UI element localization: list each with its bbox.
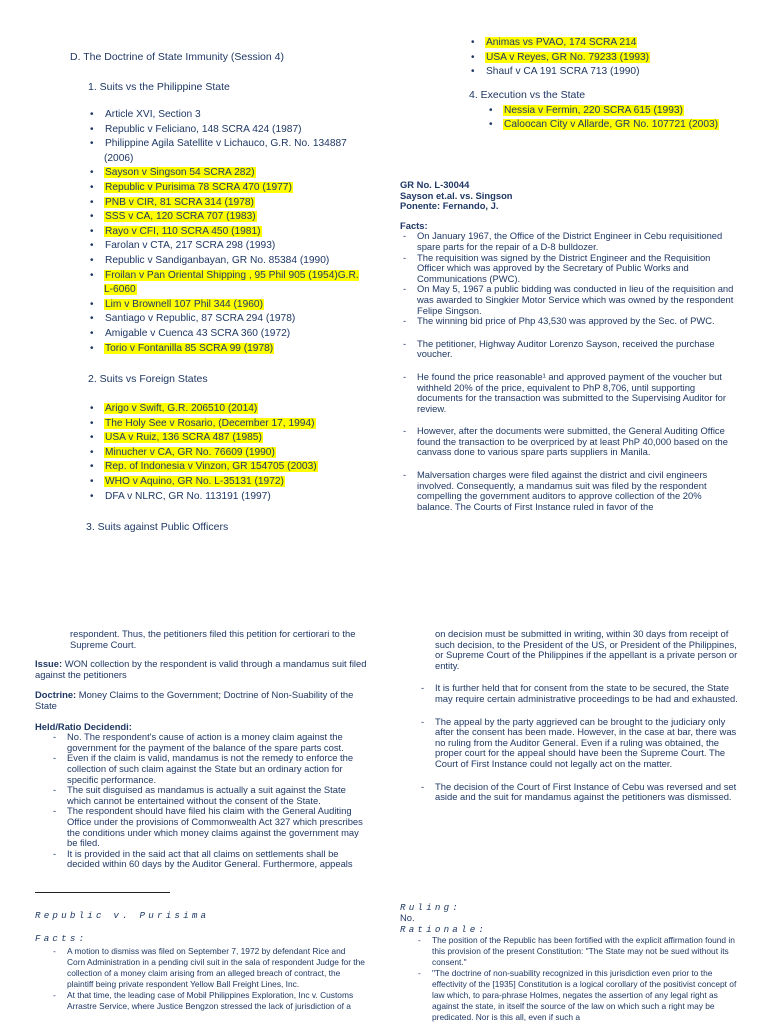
case-item-text: USA v Ruiz, 136 SCRA 487 (1985) xyxy=(105,432,262,444)
held-item: - The respondent should have filed his claim with the General Auditing Office under the provisions of Commonwealth Act 327 which prescribes the conditions under which money claims against the government may be filed. xyxy=(50,806,370,848)
ruling-text: No. xyxy=(400,912,415,923)
right-column-page2 xyxy=(418,629,738,803)
case-item xyxy=(467,65,755,80)
held-cont-item: - The decision of the Court of First Instance of Cebu was reversed and set aside and the suit for mandamus against the petitioners was dismissed. xyxy=(418,782,738,803)
rationale-item: - The position of the Republic has been fortified with the explicit affirmation found in this provision of the present Constitution: "The State may not be sued without its consent." xyxy=(415,935,740,968)
held-item: - Even if the claim is valid, mandamus is not the remedy to enforce the collection of such claim against the State but an ordinary action for specific performance. xyxy=(50,753,370,785)
case-item-text: DFA v NLRC, GR No. 113191 (1997) xyxy=(105,490,271,502)
subsection-suits-vs-foreign-states: 2. Suits vs Foreign States xyxy=(88,373,208,386)
facts-list xyxy=(400,231,735,326)
case-item-text: Article XVI, Section 3 xyxy=(105,109,201,120)
case-item xyxy=(86,239,370,254)
subsection-suits-vs-philippine-state: 1. Suits vs the Philippine State xyxy=(88,81,230,93)
fact-item: - The requisition was signed by the District Engineer and the Requisition Officer which was approved by the Secretary of Public Works and Communications (PWC). xyxy=(400,253,735,285)
purisima-title: Republic v. Purisima xyxy=(35,910,210,921)
case-item-text: Nessia v Fermin, 220 SCRA 615 (1993) xyxy=(504,104,683,116)
case-item-text: Minucher v CA, GR No. 76609 (1990) xyxy=(105,446,275,458)
held-list-continued xyxy=(418,683,738,802)
held-item: - It is provided in the said act that all claims on settlements shall be decided within 60 days by the Auditor General. Furthermore, appeals xyxy=(50,849,370,870)
subsection-suits-against-public-officers: 3. Suits against Public Officers xyxy=(86,521,229,534)
case-item xyxy=(86,402,370,417)
case-item xyxy=(485,104,755,119)
case-item xyxy=(86,210,370,225)
facts-list-continued xyxy=(400,339,735,513)
case-item xyxy=(86,446,370,461)
case-item xyxy=(86,312,370,327)
case-item-text: Philippine Agila Satellite v Lichauco, G.R. No. 134887 (2006) xyxy=(104,138,347,164)
case-item-text: USA v Reyes, GR No. 79233 (1993) xyxy=(486,51,650,63)
rationale-label: Rationale: xyxy=(400,923,488,935)
issue-label: Issue: xyxy=(35,658,63,670)
issue-paragraph xyxy=(35,659,370,680)
case-item-text: Sayson v Singson 54 SCRA 282) xyxy=(105,167,255,179)
case-item-text: Arigo v Swift, G.R. 206510 (2014) xyxy=(105,403,258,415)
case-item xyxy=(86,417,370,432)
ponente: Ponente: Fernando, J. xyxy=(400,200,499,212)
case-item xyxy=(86,490,370,505)
case-item xyxy=(86,298,370,313)
case-item xyxy=(86,460,370,475)
case-item-text: Santiago v Republic, 87 SCRA 294 (1978) xyxy=(105,313,296,325)
held-label: Held/Ratio Decidendi: xyxy=(35,720,132,732)
fact-item: - The winning bid price of Php 43,530 was approved by the Sec. of PWC. xyxy=(400,316,735,327)
case-item xyxy=(86,196,370,211)
case-number: GR No. L-30044 xyxy=(400,179,470,190)
ruling-label: Ruling: xyxy=(400,902,461,913)
case-item-text: The Holy See v Rosario, (December 17, 1994) xyxy=(105,417,315,429)
case-item-text: SSS v CA, 120 SCRA 707 (1983) xyxy=(105,211,256,223)
case-item-text: Froilan v Pan Oriental Shipping , 95 Phil 905 (1954)G.R. L-6060 xyxy=(104,269,359,296)
purisima-facts-list xyxy=(35,946,365,1012)
left-column-page2 xyxy=(35,629,370,870)
fact-item: - He found the price reasonable¹ and approved payment of the voucher but withheld 20% of the price, equivalent to PhP 8,706, until supporting documents for the transaction was submitted to the Supervising Auditor for review. xyxy=(400,372,735,414)
document-page-2 xyxy=(0,612,768,1024)
purisima-fact-item: - A motion to dismiss was filed on September 7, 1972 by defendant Rice and Corn Administration in a pending civil suit in the sala of respondent Judge for the collection of a money claim arising from an alleged breach of contract, the plaintiff being private respondent Yellow Ball Freight Lines, Inc. xyxy=(50,946,365,990)
case-item xyxy=(485,118,755,133)
case-item xyxy=(86,254,370,269)
case-item xyxy=(467,51,755,66)
fact-item: - On May 5, 1967 a public bidding was conducted in lieu of the requisition and was awarded to Singkier Motor Service which was owned by the respondent Felipe Singson. xyxy=(400,284,735,316)
case-item xyxy=(86,342,370,357)
continued-text: respondent. Thus, the petitioners filed this petition for certiorari to the Supreme Court. xyxy=(70,628,356,650)
case-item-text: Rayo v CFI, 110 SCRA 450 (1981) xyxy=(105,225,261,237)
purisima-facts-label: Facts: xyxy=(35,933,88,944)
held-list xyxy=(35,732,370,870)
right-top-list xyxy=(455,36,755,133)
purisima-digest xyxy=(35,910,365,1012)
left-column xyxy=(70,50,370,534)
doctrine-label: Doctrine: xyxy=(35,689,77,701)
case-item-text: Torio v Fontanilla 85 SCRA 99 (1978) xyxy=(105,342,274,354)
case-item-text: Farolan v CTA, 217 SCRA 298 (1993) xyxy=(105,240,276,252)
case-list-foreign-states xyxy=(70,402,370,504)
held-cont-item: - The appeal by the party aggrieved can be brought to the judiciary only after the consent has been made. However, in the case at bar, there was no ruling from the Auditor General. Even if a ruling was obtained, the proper court for the appeal should have been the Supreme Court. The Court of First Instance could not legally act on the matter. xyxy=(418,717,738,770)
case-item xyxy=(86,431,370,446)
case-digest-sayson xyxy=(400,180,735,512)
case-item xyxy=(86,475,370,490)
held-item: - No. The respondent's cause of action is a money claim against the government for the payment of the balance of the spare parts cost. xyxy=(50,732,370,753)
case-item-text: Animas vs PVAO, 174 SCRA 214 xyxy=(486,37,637,48)
case-item xyxy=(86,137,370,166)
subsection-execution-vs-state: 4. Execution vs the State xyxy=(469,88,586,101)
case-item xyxy=(86,269,370,298)
footnote-rule xyxy=(35,892,170,893)
case-item-text: Republic v Purisima 78 SCRA 470 (1977) xyxy=(105,181,292,193)
rationale-list xyxy=(400,935,740,1023)
facts-label: Facts: xyxy=(400,219,428,231)
fact-item: - Malversation charges were filed against the district and civil engineers involved. Consequently, a mandamus suit was filed by the respondent compelling the government auditors to approve collection of the 20% balance. The Courts of First Instance ruled in favor of the xyxy=(400,470,735,512)
doctrine-paragraph xyxy=(35,690,370,711)
page-gap xyxy=(0,600,768,612)
purisima-fact-item: - At that time, the leading case of Mobil Philippines Exploration, Inc v. Customs Arrastre Service, where Justice Bengzon stressed the lack of jurisdiction of a xyxy=(50,990,365,1012)
fact-item: - However, after the documents were submitted, the General Auditing Office found the transaction to be overpriced by at least PhP 40,000 based on the canvass done to various spare parts suppliers in Manila. xyxy=(400,426,735,458)
case-item xyxy=(86,123,370,138)
case-item xyxy=(86,108,370,123)
held-item: - The suit disguised as mandamus is actually a suit against the State which cannot be entertained without the consent of the State. xyxy=(50,785,370,806)
case-list-public-officers-cont xyxy=(455,36,755,80)
issue-text: WON collection by the respondent is valid through a mandamus suit filed against the petitioners xyxy=(35,658,367,680)
case-item-text: Rep. of Indonesia v Vinzon, GR 154705 (2003) xyxy=(105,461,317,473)
case-item xyxy=(86,181,370,196)
case-title: Sayson et.al. vs. Singson xyxy=(400,189,513,201)
case-item-text: PNB v CIR, 81 SCRA 314 (1978) xyxy=(105,196,254,208)
case-item-text: Lim v Brownell 107 Phil 344 (1960) xyxy=(105,298,263,310)
case-list-philippine-state xyxy=(70,108,370,356)
case-item xyxy=(467,36,755,51)
case-list-execution xyxy=(455,104,755,133)
fact-item: - On January 1967, the Office of the District Engineer in Cebu requisitioned spare parts for the repair of a D-8 bulldozer. xyxy=(400,231,735,252)
case-item xyxy=(86,166,370,181)
case-item-text: Republic v Sandiganbayan, GR No. 85384 (1990) xyxy=(105,254,330,266)
continued-text-right: on decision must be submitted in writing, within 30 days from receipt of such decision, to the President of the US, or President of the Philippines, or Supreme Court of the Philippines if the appellant is a private person or entity. xyxy=(435,628,738,671)
doctrine-text: Money Claims to the Government; Doctrine of Non-Suability of the State xyxy=(35,689,354,711)
fact-item: - The petitioner, Highway Auditor Lorenzo Sayson, received the purchase voucher. xyxy=(400,339,735,360)
case-item-text: Amigable v Cuenca 43 SCRA 360 (1972) xyxy=(105,327,291,339)
case-item-text: Shauf v CA 191 SCRA 713 (1990) xyxy=(486,66,640,78)
held-cont-item: - It is further held that for consent from the state to be secured, the State may require certain administrative proceedings to be had and exhausted. xyxy=(418,683,738,704)
case-item-text: Republic v Feliciano, 148 SCRA 424 (1987) xyxy=(105,123,302,135)
case-item xyxy=(86,225,370,240)
section-title: D. The Doctrine of State Immunity (Session 4) xyxy=(70,51,284,63)
rationale-item: - "The doctrine of non-suability recognized in this jurisdiction even prior to the effectivity of the [1935] Constitution is a logical corollary of the positivist concept of law which, to para-phrase Holmes, negates the assertion of any legal right as against the state, in itself the source of the law on which such a right may be predicated. Nor is this all, even if such a xyxy=(415,968,740,1023)
case-item xyxy=(86,327,370,342)
case-item-text: WHO v Aquino, GR No. L-35131 (1972) xyxy=(105,476,284,488)
purisima-ruling xyxy=(400,902,740,1023)
case-item-text: Caloocan City v Allarde, GR No. 107721 (2003) xyxy=(504,119,719,131)
